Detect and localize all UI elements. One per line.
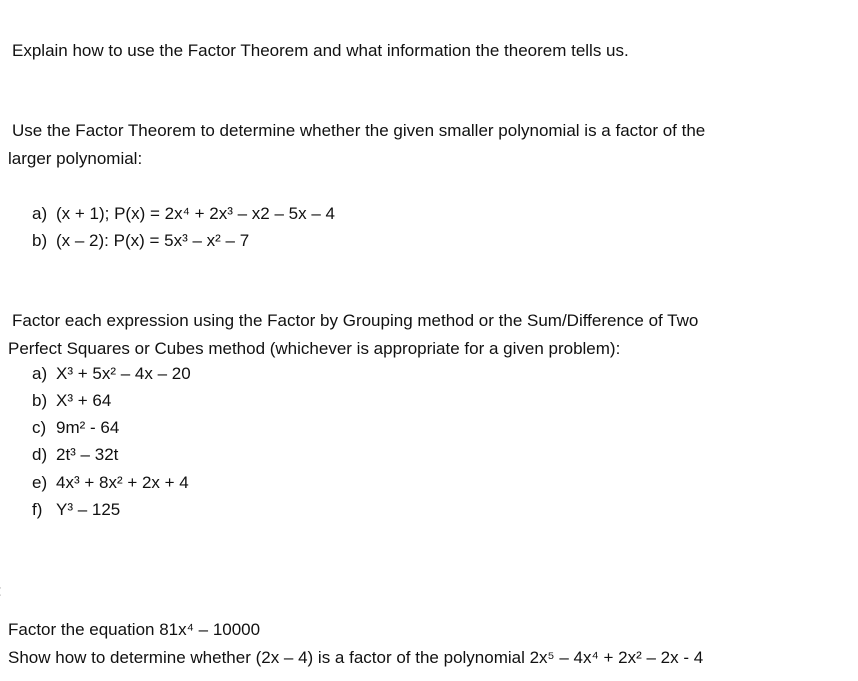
list-item-text: (x + 1); P(x) = 2x⁴ + 2x³ – x2 – 5x – 4 [56, 204, 335, 223]
list-item-label: f) [32, 500, 43, 519]
list-item-text: 2t³ – 32t [56, 445, 119, 464]
list-item [32, 230, 249, 252]
list-item [32, 472, 189, 494]
list-item-text: Y³ – 125 [56, 500, 121, 519]
list-item [32, 390, 111, 412]
question-3-line-1: Factor each expression using the Factor by Grouping method or the Sum/Difference of Two [12, 311, 699, 330]
question-3-line-2: Perfect Squares or Cubes method (whichever is appropriate for a given problem): [8, 339, 621, 358]
list-item-label: a) [32, 204, 48, 223]
list-item [32, 444, 118, 466]
list-item [32, 363, 191, 385]
question-4-line-2: Show how to determine whether (2x – 4) is a factor of the polynomial 2x⁵ – 4x⁴ + 2x² – 2x - 4 [8, 648, 704, 667]
list-item-text: 4x³ + 8x² + 2x + 4 [56, 473, 189, 492]
list-item-text: X³ + 5x² – 4x – 20 [56, 364, 191, 383]
list-item-label: b) [32, 231, 48, 250]
list-item-label: d) [32, 445, 48, 464]
list-item-label: e) [32, 473, 48, 492]
list-item-text: 9m² - 64 [56, 418, 120, 437]
list-item-label: b) [32, 391, 48, 410]
list-item-text: (x – 2): P(x) = 5x³ – x² – 7 [56, 231, 250, 250]
question-2-line-1: Use the Factor Theorem to determine whether the given smaller polynomial is a factor of the [12, 121, 706, 140]
list-item [32, 203, 335, 225]
list-item-label: c) [32, 418, 47, 437]
list-item [32, 499, 120, 521]
cropped-text-fragment [0, 580, 2, 602]
question-4-line-1: Factor the equation 81x⁴ – 10000 [8, 620, 261, 639]
question-1-text: Explain how to use the Factor Theorem and what information the theorem tells us. [12, 41, 629, 60]
list-item-text: X³ + 64 [56, 391, 112, 410]
question-2-line-2: larger polynomial: [8, 149, 143, 168]
list-item [32, 417, 119, 439]
list-item-label: a) [32, 364, 48, 383]
